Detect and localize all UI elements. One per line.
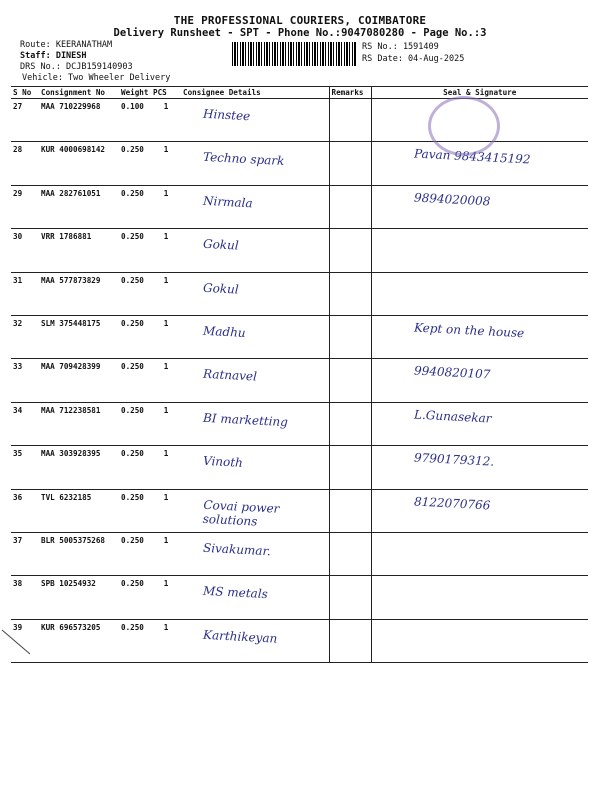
table-header-row: [11, 87, 588, 99]
remarks-cell: [329, 315, 371, 358]
seal-stamp: [428, 96, 500, 156]
remarks-cell: [329, 142, 371, 185]
table-row: [11, 185, 588, 228]
consignment-number: MAA 709428399: [39, 359, 119, 402]
consignee-cell: [181, 489, 329, 532]
remarks-cell: [329, 532, 371, 575]
serial-number: 32: [11, 315, 39, 358]
table-row: [11, 446, 588, 489]
table-row: [11, 619, 588, 662]
rs-number: RS No.: 1591409: [362, 42, 439, 52]
signature-note: 9894020008: [413, 190, 491, 209]
consignment-number: VRR 1786881: [39, 229, 119, 272]
pcs-count: 1: [151, 402, 181, 445]
consignee-name: Ratnavel: [202, 367, 258, 384]
serial-number: 29: [11, 185, 39, 228]
column-header: Consignee Details: [181, 87, 329, 99]
column-header: Seal & Signature: [371, 87, 588, 99]
serial-number: 38: [11, 576, 39, 619]
table-row: [11, 359, 588, 402]
consignee-name: Vinoth: [202, 453, 244, 470]
pcs-count: 1: [151, 142, 181, 185]
table-row: [11, 402, 588, 445]
pcs-count: 1: [151, 359, 181, 402]
remarks-cell: [329, 272, 371, 315]
signature-cell: [371, 619, 588, 662]
consignment-number: KUR 4000698142: [39, 142, 119, 185]
pcs-count: 1: [151, 99, 181, 142]
consignment-number: BLR 5005375268: [39, 532, 119, 575]
remarks-cell: [329, 185, 371, 228]
pcs-count: 1: [151, 619, 181, 662]
table-row: [11, 142, 588, 185]
table-row: [11, 532, 588, 575]
signature-note: [414, 581, 586, 590]
signature-cell: [371, 229, 588, 272]
drs-number: DRS No.: DCJB159140903: [20, 62, 133, 72]
consignee-cell: [181, 619, 329, 662]
consignee-cell: [181, 315, 329, 358]
consignment-number: MAA 282761051: [39, 185, 119, 228]
pcs-count: 1: [151, 229, 181, 272]
remarks-cell: [329, 229, 371, 272]
remarks-cell: [329, 446, 371, 489]
weight-value: 0.250: [119, 402, 151, 445]
consignment-number: SPB 10254932: [39, 576, 119, 619]
serial-number: 39: [11, 619, 39, 662]
margin-scribble: [0, 628, 40, 658]
column-header: Consignment No: [39, 87, 119, 99]
weight-value: 0.250: [119, 532, 151, 575]
remarks-cell: [329, 619, 371, 662]
consignee-cell: [181, 229, 329, 272]
table-row: [11, 576, 588, 619]
weight-value: 0.250: [119, 229, 151, 272]
table-row: [11, 272, 588, 315]
signature-note: Kept on the house: [413, 320, 525, 341]
weight-value: 0.250: [119, 619, 151, 662]
signature-cell: [371, 272, 588, 315]
signature-cell: [371, 489, 588, 532]
signature-cell: [371, 532, 588, 575]
table-row: [11, 489, 588, 532]
pcs-count: 1: [151, 532, 181, 575]
weight-value: 0.250: [119, 359, 151, 402]
signature-cell: [371, 359, 588, 402]
barcode: [232, 42, 356, 66]
signature-cell: [371, 185, 588, 228]
remarks-cell: [329, 576, 371, 619]
serial-number: 28: [11, 142, 39, 185]
column-header: S No: [11, 87, 39, 99]
consignment-number: MAA 712238581: [39, 402, 119, 445]
signature-cell: [371, 402, 588, 445]
column-header: Remarks: [329, 87, 371, 99]
column-header: Weight: [119, 87, 151, 99]
serial-number: 31: [11, 272, 39, 315]
consignment-number: KUR 696573205: [39, 619, 119, 662]
consignee-name: Karthikeyan: [202, 627, 278, 646]
consignee-cell: [181, 532, 329, 575]
remarks-cell: [329, 489, 371, 532]
runsheet-table: [11, 86, 588, 663]
pcs-count: 1: [151, 185, 181, 228]
staff-label: Staff: DINESH: [20, 51, 87, 61]
consignee-cell: [181, 185, 329, 228]
vehicle-label: Vehicle: Two Wheeler Delivery: [22, 73, 171, 83]
consignee-name: Sivakumar.: [202, 540, 272, 559]
consignment-number: MAA 710229968: [39, 99, 119, 142]
consignee-name: Gokul: [202, 280, 240, 297]
serial-number: 36: [11, 489, 39, 532]
weight-value: 0.100: [119, 99, 151, 142]
serial-number: 33: [11, 359, 39, 402]
signature-note: [414, 624, 586, 633]
company-title: THE PROFESSIONAL COURIERS, COIMBATORE: [173, 14, 427, 27]
signature-note: [414, 277, 586, 286]
signature-cell: [371, 576, 588, 619]
consignee-name: MS metals: [202, 584, 269, 602]
pcs-count: 1: [151, 315, 181, 358]
consignee-name: Gokul: [202, 236, 240, 253]
weight-value: 0.250: [119, 185, 151, 228]
table-row: [11, 229, 588, 272]
consignment-number: TVL 6232185: [39, 489, 119, 532]
consignee-cell: [181, 99, 329, 142]
signature-note: 9790179312.: [413, 450, 495, 469]
consignee-name: Madhu: [202, 323, 246, 340]
table-body: [11, 99, 588, 663]
pcs-count: 1: [151, 446, 181, 489]
consignee-cell: [181, 359, 329, 402]
signature-note: [414, 537, 586, 546]
pcs-count: 1: [151, 272, 181, 315]
signature-cell: [371, 446, 588, 489]
serial-number: 37: [11, 532, 39, 575]
weight-value: 0.250: [119, 272, 151, 315]
consignment-number: SLM 375448175: [39, 315, 119, 358]
serial-number: 35: [11, 446, 39, 489]
serial-number: 27: [11, 99, 39, 142]
route-label: Route: KEERANATHAM: [20, 40, 113, 50]
runsheet-subtitle: Delivery Runsheet - SPT - Phone No.:9047080280 - Page No.:3: [113, 27, 487, 39]
serial-number: 30: [11, 229, 39, 272]
signature-note: L.Gunasekar: [413, 407, 492, 426]
consignee-cell: [181, 272, 329, 315]
signature-note: 9940820107: [413, 363, 491, 382]
table-row: [11, 315, 588, 358]
signature-note: 8122070766: [413, 494, 491, 512]
remarks-cell: [329, 402, 371, 445]
serial-number: 34: [11, 402, 39, 445]
table-row: [11, 99, 588, 142]
weight-value: 0.250: [119, 315, 151, 358]
weight-value: 0.250: [119, 446, 151, 489]
consignee-cell: [181, 446, 329, 489]
rs-date: RS Date: 04-Aug-2025: [362, 54, 465, 64]
signature-note: [414, 234, 586, 243]
pcs-count: 1: [151, 576, 181, 619]
consignment-number: MAA 303928395: [39, 446, 119, 489]
signature-note: Pavan 9843415192: [413, 146, 531, 167]
consignee-cell: [181, 576, 329, 619]
consignment-number: MAA 577873829: [39, 272, 119, 315]
consignee-name: Techno spark: [202, 150, 285, 169]
consignee-name: BI marketting: [202, 410, 289, 429]
signature-cell: [371, 315, 588, 358]
consignee-name: Hinstee: [202, 106, 251, 124]
consignee-name: Covai power solutions: [202, 497, 280, 529]
weight-value: 0.250: [119, 142, 151, 185]
weight-value: 0.250: [119, 489, 151, 532]
weight-value: 0.250: [119, 576, 151, 619]
column-header: PCS: [151, 87, 181, 99]
remarks-cell: [329, 99, 371, 142]
consignee-cell: [181, 142, 329, 185]
consignee-name: Nirmala: [202, 193, 253, 211]
remarks-cell: [329, 359, 371, 402]
pcs-count: 1: [151, 489, 181, 532]
consignee-cell: [181, 402, 329, 445]
